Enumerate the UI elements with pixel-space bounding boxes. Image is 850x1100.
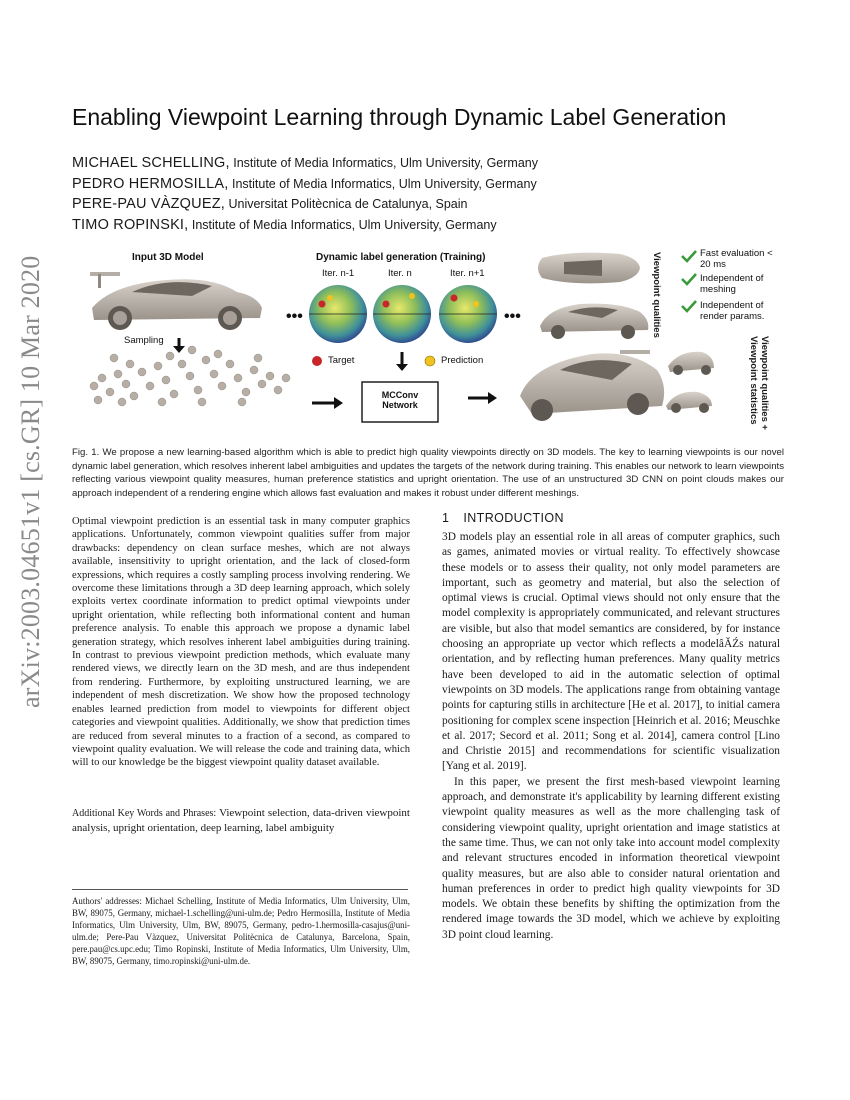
label-sphere	[373, 285, 431, 343]
keywords-label: Additional Key Words and Phrases:	[72, 808, 217, 819]
paragraph: 3D models play an essential role in all areas of computer graphics, such as games, animated movies or virtual reality. To effectively showcase these models or to assess their quality, not only model parameters are important, such as geometry and material, but also the selection of optimal views is crucial. Optimal views should not only ensure that the model complexity is appropriately communicated, and relevant structures are visible, but also that model semantics are considered, by for instance choosing an appropriate up vector which reflects a modelâĂŹs natural orientation, and by reflecting human preferences. Many quality metrics have been developed to aid in the automatic selection of optimal viewpoints on 3D models. The applications range from obtaining vantage points for capturing stills in architecture [He et al. 2017], to initial camera positioning for complex scene inspection [Heinrich et al. 2016; Meuschke et al. 2017; Secord et al. 2011; Song et al. 2014], camera control [Lino and Christie 2015] and recommendations for scientific visualization [Yang et al. 2019].	[442, 531, 780, 773]
ellipsis-left: •••	[286, 308, 303, 325]
author-name: MICHAEL SCHELLING,	[72, 155, 230, 171]
check-icon	[682, 274, 696, 284]
author-name: PERE-PAU VÀZQUEZ,	[72, 196, 225, 212]
keywords	[72, 806, 410, 836]
target-marker	[312, 356, 322, 366]
output-car-topview	[538, 253, 640, 284]
dynamic-label-title: Dynamic label generation (Training)	[316, 252, 486, 263]
prediction-legend-label: Prediction	[441, 355, 484, 366]
network-label	[362, 390, 438, 410]
viewpoint-qualities-label: Viewpoint qualities	[651, 252, 662, 338]
paper-title: Enabling Viewpoint Learning through Dynamic Label Generation	[72, 104, 727, 130]
section-title: INTRODUCTION	[463, 511, 564, 525]
sampling-label: Sampling	[124, 335, 164, 346]
author-affiliation: Institute of Media Informatics, Ulm University, Germany	[229, 156, 538, 170]
label-sphere	[439, 285, 497, 343]
paragraph: In this paper, we present the first mesh-based viewpoint learning approach, and demonstrate it's applicability by learning different existing viewpoint quality measures as well as the more challenging task of considering viewpoint quality, upright orientation and image statistics at the same time. Thus, we can not only take into account model complexity and relevant structures encoded in information theoretical viewpoint quality measures, but are also able to consider natural orientation and human preferences in order to predict high quality viewpoints for 3D models. We obtain these benefits by shifting the optimization from the rendered image towards the 3D model, which we achieve by exploiting 3D point cloud learning.	[442, 775, 780, 941]
input-model-label: Input 3D Model	[132, 252, 204, 263]
iter-next-label: Iter. n+1	[450, 268, 485, 279]
network-label-line1: MCConv	[381, 390, 419, 400]
viewpoint-stats-label: Viewpoint qualities + Viewpoint statistics	[748, 336, 770, 431]
figure-caption: Fig. 1. We propose a new learning-based algorithm which is able to predict high quality viewpoints directly on 3D models. The key to learning viewpoints is our novel dynamic label generation, which resolves inherent label ambiguities and updates the targets of the network during training. This enables our network to learn viewpoints reflecting various viewpoint quality measures, human preference statistics and upright orientation. The use of an unstructured 3D CNN on point clouds makes our approach independent of a rendering engine which allows fast evaluation and makes it robust under different meshings.	[72, 447, 784, 499]
target-legend-label: Target	[328, 355, 355, 366]
author-name: PEDRO HERMOSILLA,	[72, 175, 229, 192]
author-addresses: Authors' addresses: Michael Schelling, Institute of Media Informatics, Ulm University, Ulm, BW, 89075, Germany, michael-1.schelling@uni-ulm.de; Pedro Hermosilla, Institute of Media Informatics, Ulm University, Ulm, BW, 89075, Germany, pedro-1.hermosilla-casajus@uni-ulm.de; Pere-Pau Vàzquez, Universitat Politècnica de Catalunya, Barcelona, Spain, pere.pau@cs.upc.edu; Timo Ropinski, Institute of Media Informatics, Ulm University, Ulm, BW, 89075, Germany, timo.ropinski@uni-ulm.de.	[72, 896, 410, 966]
author-affiliation: Institute of Media Informatics, Ulm University, Germany	[188, 217, 497, 232]
iter-prev-label: Iter. n-1	[322, 268, 355, 279]
arxiv-identifier: arXiv:2003.04651v1 [cs.GR] 10 Mar 2020	[16, 255, 45, 708]
network-label-line2: Network	[382, 400, 418, 410]
teaser-figure	[72, 246, 782, 436]
point-cloud	[90, 346, 290, 406]
author-entry	[72, 153, 538, 174]
output-car-large	[520, 350, 664, 421]
input-car-render	[90, 272, 262, 330]
check-text-meshing: Independent of meshing	[700, 273, 764, 295]
section-heading	[442, 511, 564, 525]
abstract: Optimal viewpoint prediction is an essential task in many computer graphics applications. Unfortunately, common viewpoint qualities suffer from major drawbacks: dependency on clean surface meshes, which are not always available, insensitivity to upright orientation, and the lack of closed-form expressions, which requires a costly sampling process involving rendering. We overcome these limitations through a 3D deep learning approach, which solely exploits vertex coordinate information to predict optimal viewpoints under upright orientation, while reflecting both informational content and human preference analysis. To enable this approach we propose a dynamic label generation strategy, which resolves inherent label ambiguities during training. In contrast to previous viewpoint prediction methods, which evaluate many rendered views, we directly learn on the 3D mesh, and are thus independent from rendering. Furthermore, by exploiting unstructured learning, we are independent of mesh discretization. We show how the proposed technology enables learned prediction from model to viewpoints for different object categories and viewpoint qualities. Additionally, we show that prediction times are reduced from several minutes to a fraction of a second, as compared to viewpoint quality evaluation. We will release the code and training data, which will to our knowledge be the biggest viewpoint quality dataset available.	[72, 516, 410, 769]
prediction-marker	[425, 356, 435, 366]
author-entry	[72, 194, 538, 215]
ellipsis-right: •••	[504, 308, 521, 325]
section-number: 1	[442, 511, 450, 525]
output-car-sideview	[540, 304, 648, 339]
check-icon	[682, 251, 696, 261]
label-sphere	[309, 285, 367, 343]
author-name: TIMO ROPINSKI,	[72, 216, 189, 233]
author-affiliation: Institute of Media Informatics, Ulm University, Germany	[228, 176, 537, 191]
author-entry	[72, 215, 538, 236]
output-car-small-bottom	[666, 392, 712, 413]
keywords-text: Viewpoint selection, data-driven viewpoint analysis, upright orientation, deep learning, label ambiguity	[72, 807, 410, 834]
check-text-fast: Fast evaluation < 20 ms	[700, 248, 773, 270]
check-icon	[682, 301, 696, 311]
footnote-rule	[72, 889, 408, 890]
iter-cur-label: Iter. n	[388, 268, 412, 279]
introduction-body	[442, 530, 780, 943]
author-list	[72, 153, 538, 235]
output-car-small-top	[668, 352, 714, 375]
check-text-render: Independent of render params.	[700, 300, 765, 322]
author-entry	[72, 174, 538, 195]
author-affiliation: Universitat Politècnica de Catalunya, Spain	[225, 197, 468, 211]
